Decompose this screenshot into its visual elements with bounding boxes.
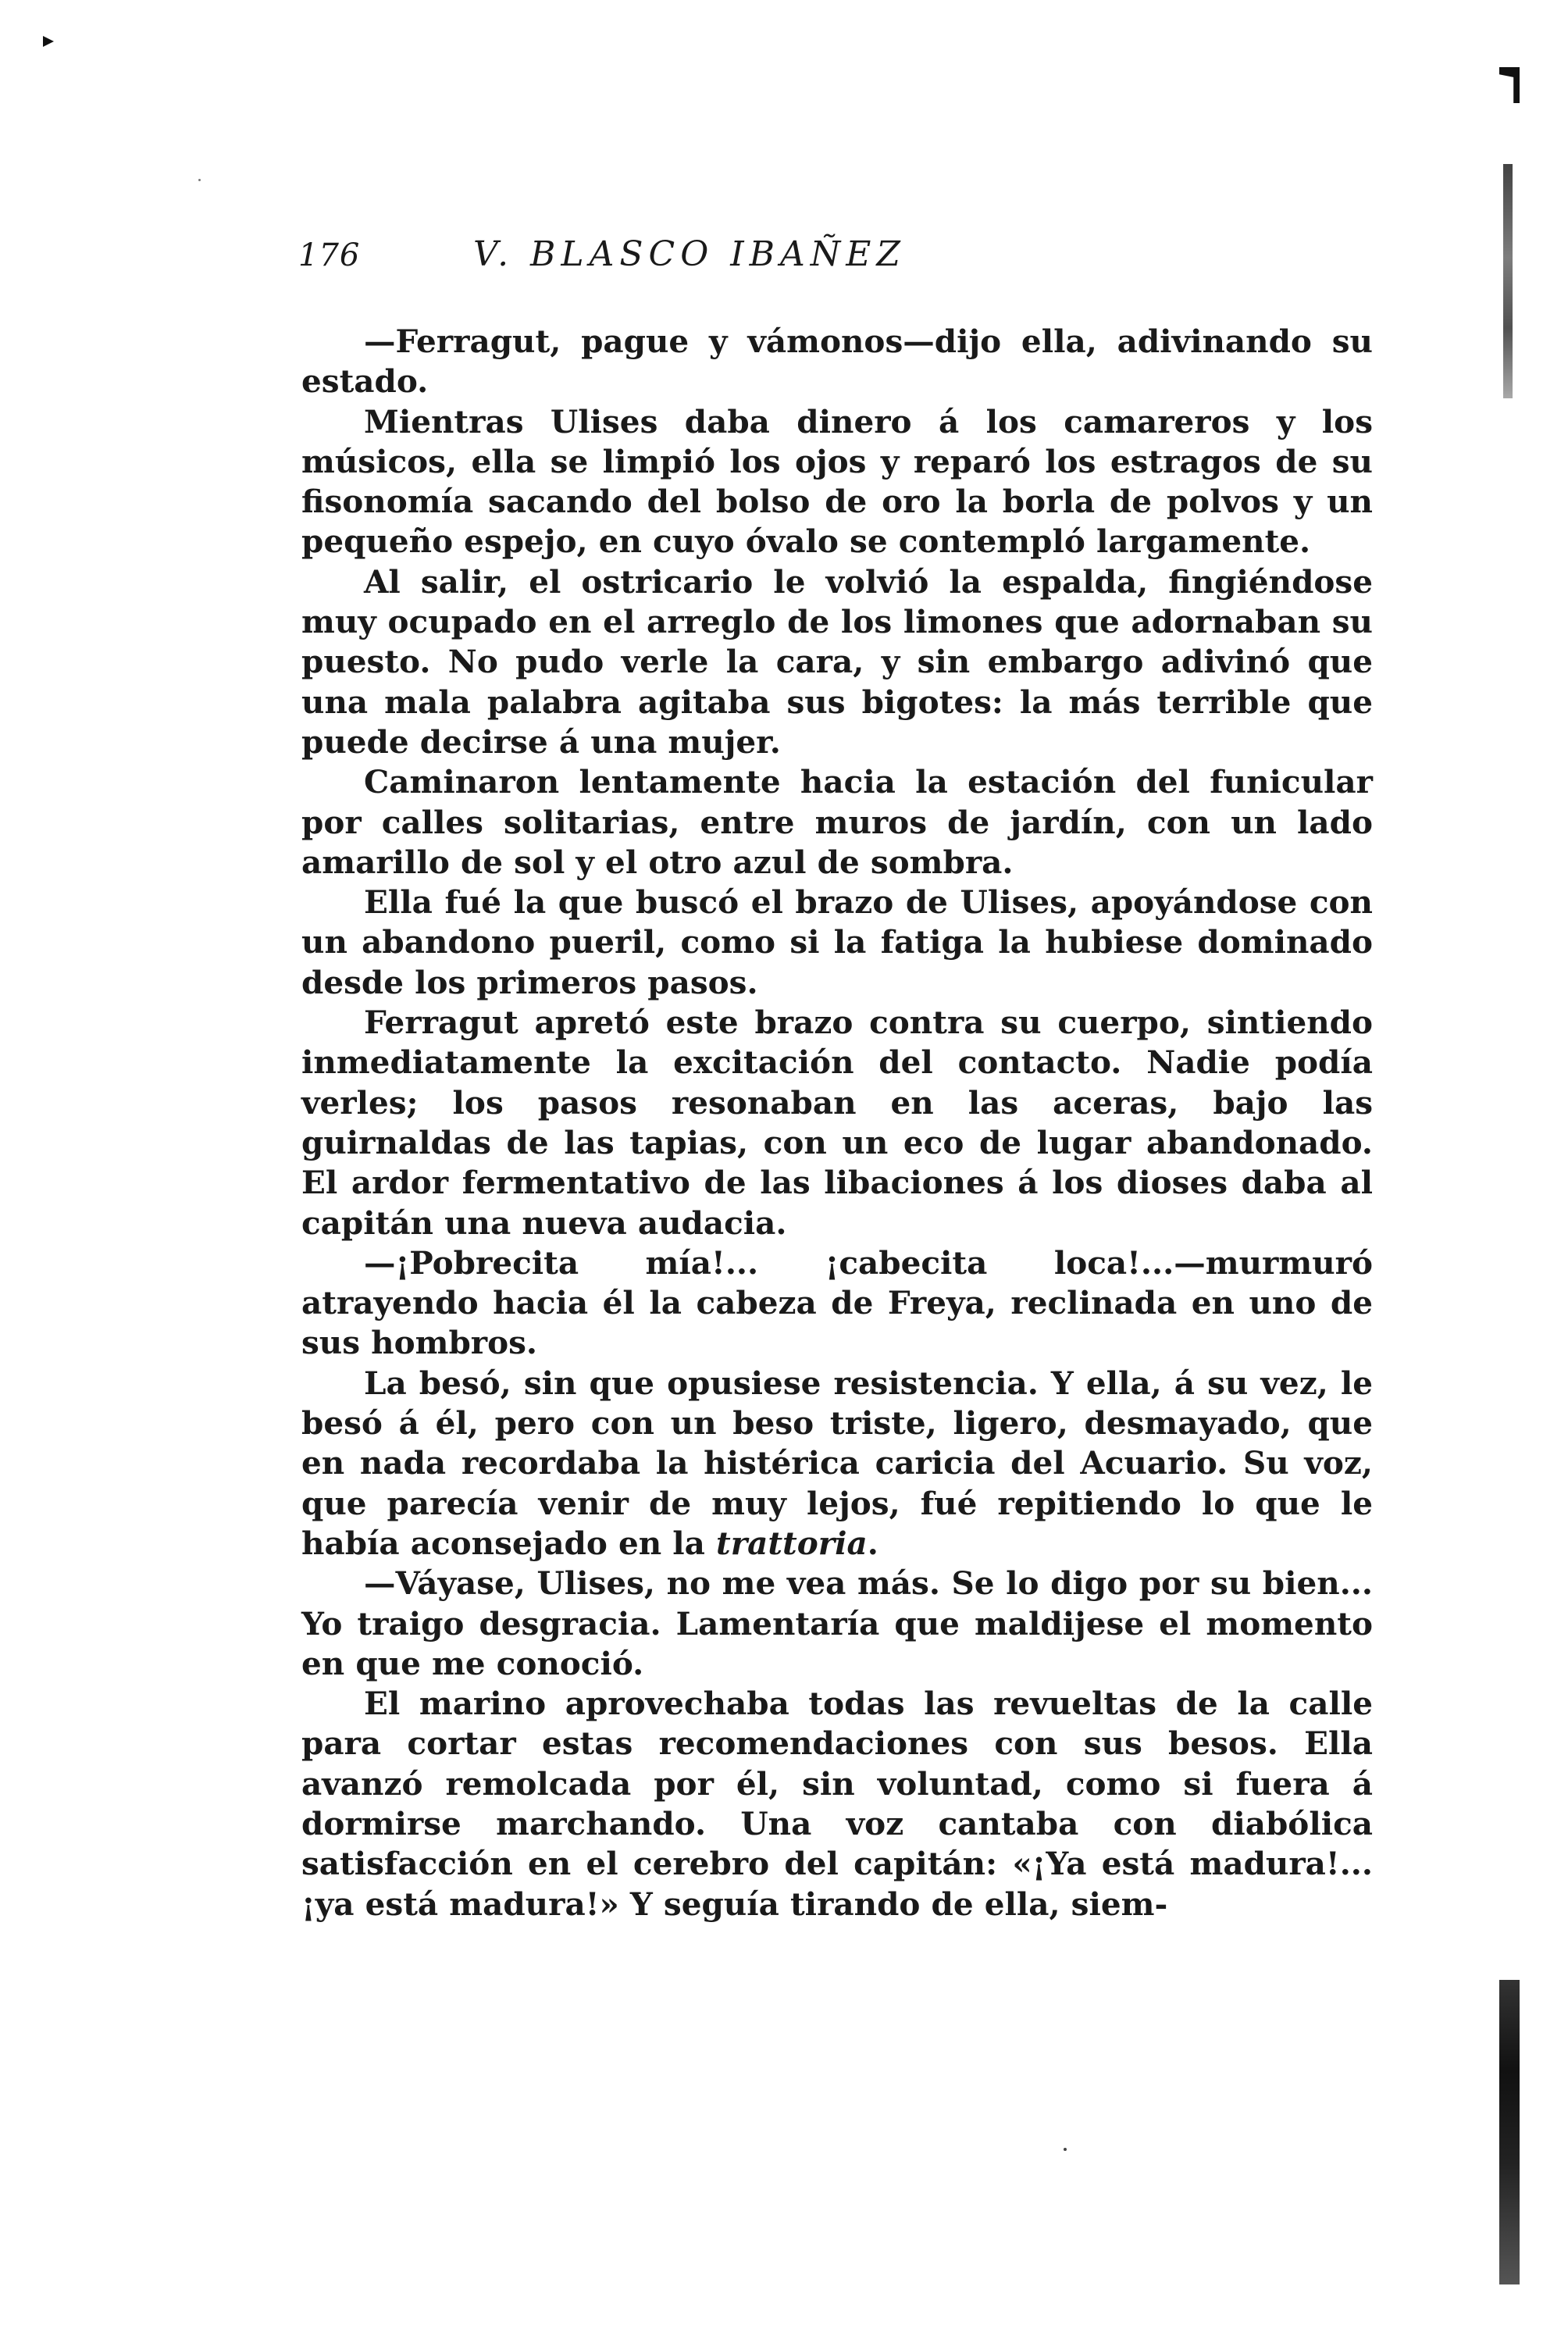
paragraph: Caminaron lentamente hacia la estación del funicular por calles solitarias, entre muros de jardín, con un lado amarillo de sol y el otro azul de sombra. (301, 763, 1373, 881)
scan-speck (1064, 2148, 1067, 2151)
scan-mark-corner (1499, 67, 1520, 103)
running-header (298, 234, 1392, 281)
paragraph (301, 1364, 1373, 1564)
paragraph: Al salir, el ostricario le volvió la espalda, fingiéndose muy ocupado en el arreglo de los limones que adornaban su puesto. No pudo verle la cara, y sin embargo adivinó que una mala palabra agitaba sus bigotes: la más terrible que puede decirse á una mujer. (301, 562, 1373, 761)
body-text (301, 322, 1373, 1924)
paragraph: —Ferragut, pague y vámonos—dijo ella, adivinando su estado. (301, 323, 1373, 401)
scan-edge-shadow-bottom (1499, 1980, 1520, 2284)
scan-edge-shadow-top (1503, 164, 1513, 398)
paragraph: El marino aprovechaba todas las revueltas de la calle para cortar estas recomendaciones con sus besos. Ella avanzó remolcada por él, sin voluntad, como si fuera á dormirse marchando. Una voz cantaba con diabólica satisfacción en el cerebro del capitán: «¡Ya está madura!... ¡ya está madura!» Y seguía tirando de ella, siem- (301, 1685, 1373, 1923)
scan-mark-arrow (43, 36, 54, 47)
scan-speck (198, 179, 201, 181)
page-number: 176 (298, 237, 361, 273)
italic-word: trattoria (716, 1524, 868, 1562)
paragraph: —¡Pobrecita mía!... ¡cabecita loca!...—murmuró atrayendo hacia él la cabeza de Freya, reclinada en uno de sus hombros. (301, 1243, 1373, 1362)
paragraph-text: . (867, 1524, 878, 1562)
paragraph-text: La besó, sin que opusiese resistencia. Y ella, á su vez, le besó á él, pero con un beso triste, ligero, desmayado, que en nada recordaba la histérica caricia del Acuario. Su voz, que parecía venir de muy lejos, fué repitiendo lo que le había aconsejado en la (301, 1364, 1373, 1562)
paragraph: Ella fué la que buscó el brazo de Ulises, apoyándose con un abandono pueril, como si la fatiga la hubiese dominado desde los primeros pasos. (301, 883, 1373, 1001)
paragraph: Ferragut apretó este brazo contra su cuerpo, sintiendo inmediatamente la excitación del contacto. Nadie podía verles; los pasos resonaban en las aceras, bajo las guirnaldas de las tapias, con un eco de lugar abandonado. El ardor fermentativo de las libaciones á los dioses daba al capitán una nueva audacia. (301, 1004, 1373, 1242)
author-running-head: V. BLASCO IBAÑEZ (473, 234, 906, 274)
paragraph: —Váyase, Ulises, no me vea más. Se lo digo por su bien... Yo traigo desgracia. Lamentaría que maldijese el momento en que me conoció. (301, 1564, 1373, 1682)
paragraph: Mientras Ulises daba dinero á los camareros y los músicos, ella se limpió los ojos y reparó los estragos de su fisonomía sacando del bolso de oro la borla de polvos y un pequeño espejo, en cuyo óvalo se contempló largamente. (301, 402, 1373, 561)
